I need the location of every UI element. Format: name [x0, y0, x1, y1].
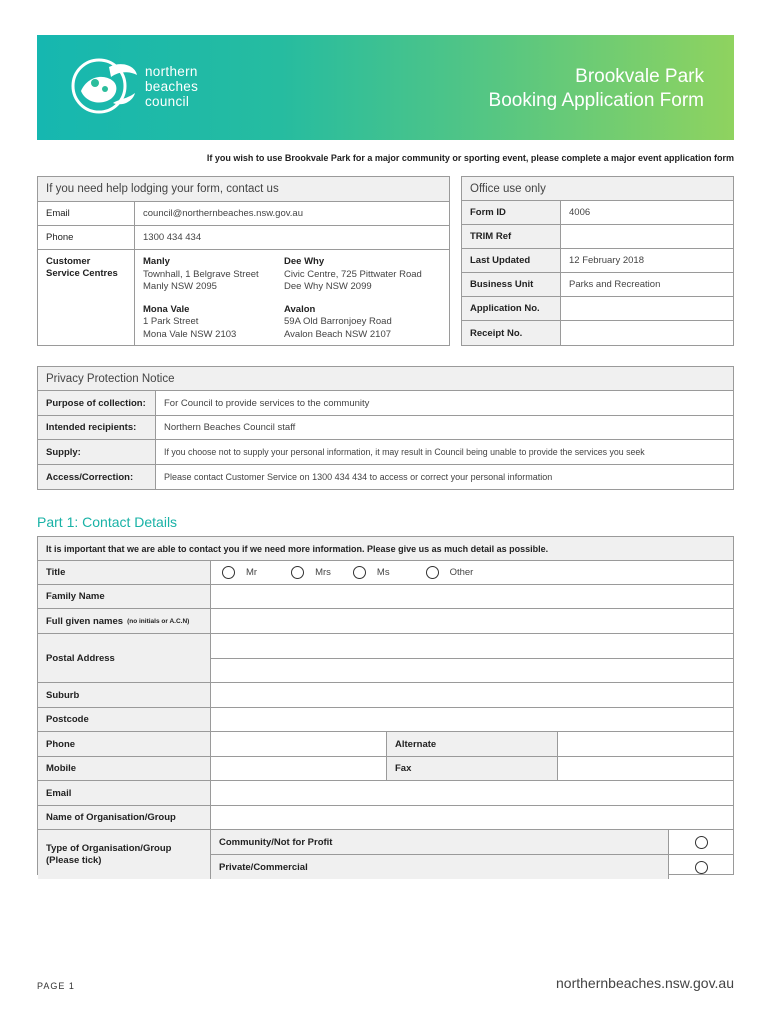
office-application-no-field[interactable] [561, 297, 733, 320]
org-name-input[interactable] [211, 806, 733, 829]
office-last-updated-value: 12 February 2018 [569, 255, 644, 266]
page-number: PAGE 1 [37, 981, 75, 991]
postcode-label: Postcode [38, 708, 211, 731]
alternate-input[interactable] [558, 732, 733, 756]
given-names-input[interactable] [211, 609, 733, 633]
csc-label: Customer Service Centres [38, 250, 135, 345]
office-heading: Office use only [462, 177, 733, 201]
email-input[interactable] [211, 781, 733, 805]
phone-label: Phone [38, 732, 211, 756]
help-phone-label: Phone [38, 226, 135, 249]
centre-avalon: Avalon 59A Old Barronjoey Road Avalon Beach NSW 2107 [284, 303, 392, 340]
centre-manly: Manly Townhall, 1 Belgrave Street Manly NSW 2095 [143, 256, 259, 292]
office-trim-ref-field[interactable] [561, 225, 733, 248]
office-business-unit-label: Business Unit [462, 273, 561, 296]
header-banner [37, 35, 734, 140]
alternate-label: Alternate [387, 732, 558, 756]
radio-icon[interactable] [291, 566, 304, 579]
privacy-recipients-label: Intended recipients: [38, 416, 156, 439]
office-form-id-label: Form ID [462, 201, 561, 224]
radio-icon[interactable] [222, 566, 235, 579]
service-centres [135, 250, 433, 345]
radio-icon[interactable] [353, 566, 366, 579]
contact-details-form [37, 536, 734, 875]
org-type-private-option[interactable] [669, 855, 733, 879]
centre-dee-why: Dee Why Civic Centre, 725 Pittwater Road Dee Why NSW 2099 [284, 256, 422, 292]
title-options [211, 561, 733, 584]
privacy-access-label: Access/Correction: [38, 465, 156, 489]
title-option-mr[interactable]: Mr [222, 566, 257, 579]
privacy-supply-value: If you choose not to supply your personal information, it may result in Council being unable to provide the services you seek [164, 447, 645, 457]
postal-address-line-2[interactable] [211, 659, 733, 683]
title-label: Title [38, 561, 211, 584]
mobile-input[interactable] [211, 757, 387, 780]
email-label: Email [38, 781, 211, 805]
title-option-ms[interactable]: Ms [353, 566, 390, 579]
privacy-heading: Privacy Protection Notice [38, 367, 733, 391]
office-business-unit-value: Parks and Recreation [569, 279, 661, 290]
help-email-value[interactable]: council@northernbeaches.nsw.gov.au [143, 208, 303, 219]
privacy-box [37, 366, 734, 490]
privacy-purpose-label: Purpose of collection: [38, 391, 156, 415]
help-box [37, 176, 450, 346]
org-type-label: Type of Organisation/Group (Please tick) [38, 830, 211, 879]
council-logo-text: northern beaches council [145, 64, 199, 109]
fax-label: Fax [387, 757, 558, 780]
centre-mona-vale: Mona Vale 1 Park Street Mona Vale NSW 2103 [143, 303, 237, 340]
postal-address-line-1[interactable] [211, 634, 733, 659]
office-application-no-label: Application No. [462, 297, 561, 320]
given-names-label: Full given names (no initials or A.C.N) [38, 609, 211, 633]
org-type-community-label: Community/Not for Profit [211, 830, 669, 854]
office-last-updated-label: Last Updated [462, 249, 561, 272]
part1-note: It is important that we are able to contact you if we need more information. Please give us as much detail as possible. [46, 543, 549, 554]
suburb-input[interactable] [211, 683, 733, 707]
help-heading: If you need help lodging your form, contact us [38, 177, 449, 202]
mobile-label: Mobile [38, 757, 211, 780]
help-phone-value: 1300 434 434 [143, 232, 202, 243]
postal-address-label: Postal Address [38, 634, 211, 682]
office-receipt-no-field[interactable] [561, 321, 733, 345]
family-name-input[interactable] [211, 585, 733, 608]
privacy-recipients-value: Northern Beaches Council staff [164, 422, 296, 433]
intro-note: If you wish to use Brookvale Park for a major community or sporting event, please complete a major event application form [206, 153, 734, 163]
help-email-label: Email [38, 202, 135, 225]
phone-input[interactable] [211, 732, 387, 756]
family-name-label: Family Name [38, 585, 211, 608]
title-option-other[interactable]: Other [426, 566, 474, 579]
office-receipt-no-label: Receipt No. [462, 321, 561, 345]
office-form-id-value: 4006 [569, 207, 591, 218]
privacy-purpose-value: For Council to provide services to the community [164, 397, 370, 409]
suburb-label: Suburb [38, 683, 211, 707]
office-trim-ref-label: TRIM Ref [462, 225, 561, 248]
part1-title: Part 1: Contact Details [37, 514, 178, 530]
radio-icon[interactable] [695, 836, 708, 849]
org-type-community-option[interactable] [669, 830, 733, 854]
title-option-mrs[interactable]: Mrs [291, 566, 331, 579]
org-name-label: Name of Organisation/Group [38, 806, 211, 829]
org-type-private-label: Private/Commercial [211, 855, 669, 879]
postcode-input[interactable] [211, 708, 733, 731]
fax-input[interactable] [558, 757, 733, 780]
radio-icon[interactable] [426, 566, 439, 579]
form-title: Brookvale Park Booking Application Form [488, 66, 704, 111]
office-use-box [461, 176, 734, 346]
privacy-supply-label: Supply: [38, 440, 156, 464]
privacy-access-value: Please contact Customer Service on 1300 434 434 to access or correct your personal information [164, 472, 553, 482]
council-logo-icon [69, 55, 139, 117]
radio-icon[interactable] [695, 861, 708, 874]
footer-url[interactable]: northernbeaches.nsw.gov.au [556, 975, 734, 991]
